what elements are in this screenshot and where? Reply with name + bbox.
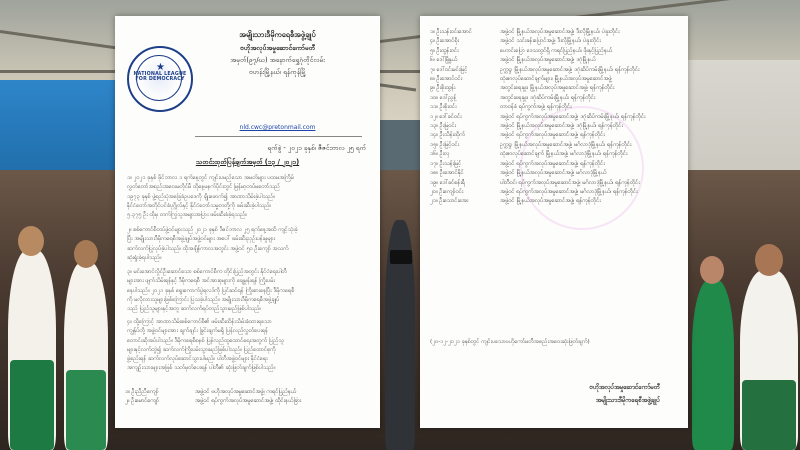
paragraph-1: ၁။ ၂၀၂၁ ခုနှစ် ဖိုင်ဘာလ ၁ ရက်နေ့တွင် ကျင်းပမည်သော အမတ်များ ပထမအကြိမ် လွှတ်တော်အစည်းအဝေးမတိုင်မီ ထိုနေ့မနက်ပိုင်းတွင် မြန်မာ့တပ်မတော်သည် ၁၉၇၃ ခုနှစ် ဖွဲ့စည်းပုံအခြေခံဥပဒေကို ချိုးဖောက်၍ အာဏာသိမ်းခဲ့ပါသည်။ နိုင်ငံတော်အတိုင်ပင်ခံပုဂ္ဂိုလ်နှင့် နိုင်ငံတော်သမ္မတတို့ကို ဖမ်းဆီးခဲ့ပါသည်။ ၅.၃၇၅ ဦး ထိုမှ တက်ကြွသူအများအပြား ဖမ်းဆီးခံခဲ့ရသည်။ [127,175,294,219]
list-item: ၁၅။ ဦးမြင့်ဝင်း ဥက္ကဋ္ဌ၊ မြို့နယ်အလုပ်အမှုဆောင်အဖွဲ့၊ မင်္ဂလာဒုံမြို့နယ်၊ ရန်ကုန်တိုင်း [430,141,632,148]
list-item: ၁။ ဦးညီညီကျော် အဖွဲ့ဝင် ဗဟိုအလုပ်အမှုဆောင်အဖွဲ့၊ ကရင်ပြည်နယ် [125,389,297,395]
list-item: ၁၁။ ဦးစိုးဝင်း တာဝန်ခံ ရပ်ကွက်အဖွဲ့၊ ရန်ကုန်တိုင်း [430,104,572,111]
address-line: အမှတ်(၉၇/ဃ) အနောက်ရွှေဂုံတိုင်လမ်း [230,56,325,64]
video-camera [390,250,412,264]
committee-name: ဗဟိုအလုပ်အမှုဆောင်ကော်မတီ [239,44,316,52]
person-longyi [742,380,796,450]
list-item: ၂။ ဦးမောင်ကျော် အဖွဲ့ဝင် ရပ်ကွက်အလုပ်အမှုဆောင်အဖွဲ့၊ ထိုင်းနယ်ခြား [125,398,302,405]
list-item: ၁၂။ ဒေါ်ခင်ဝင်း အဖွဲ့ဝင် ရပ်ကွက်အလုပ်အမှုဆောင်အဖွဲ့၊ ဒဂုံဆိပ်ကမ်းမြို့နယ်၊ ရန်ကုန်တိုင်း [430,113,646,120]
person-head [700,256,724,284]
footer-note: (၂၀-၁၂-၂၀၂၁ ခုနှစ်တွင် ကျင်းပသောဗဟိုကော်မတီအစည်းအဝေးဆုံးဖြတ်ချက်) [430,339,590,345]
list-item: ၁၉။ ဒေါ်ခင်စန်းရီ ပါတီဝင်၊ ရပ်ကွက်အလုပ်အမှုဆောင်အဖွဲ့၊ မင်္ဂလာဒုံမြို့နယ်၊ ရန်ကုန်တိုင်း [430,179,640,186]
signature-org: အမျိုးသားဒီမိုကရေစီအဖွဲ့ချုပ် [595,397,660,404]
city-line: ဗဟန်းမြို့နယ်၊ ရန်ကုန်မြို့ [248,68,307,76]
list-item: ၁၇။ ဦးသန်းမြင့် အဖွဲ့ဝင် ရပ်ကွက်အလုပ်အမှုဆောင်အဖွဲ့၊ ရန်ကုန်တိုင်း [430,160,605,167]
list-item: ၂၀။ ဦးကျော်ဝင်း အဖွဲ့ဝင် ရပ်ကွက်အလုပ်အမှုဆောင်အဖွဲ့၊ မင်္ဂလာဒုံမြို့နယ်၊ ရန်ကုန်တိုင်း [430,188,638,195]
list-item: ၇။ ဒေါ်ဝင်းမင်းမြင့် ဥက္ကဋ္ဌ၊ မြို့နယ်အလုပ်အမှုဆောင်အဖွဲ့၊ ဒဂုံဆိပ်ကမ်းမြို့နယ်၊ ရန်ကုန်တိုင်း [430,66,640,73]
paragraph-2: ၂။ စစ်ကောင်စီတပ်ဖွဲ့ဝင်များသည် ၂၀၂၁ ခုနှစ် ဒီဇင်ဘာလ ၂၅ ရက်နေ့အထိ ကျင့်သုံးခဲ့ ပြီး အမျိုးသားဒီမိုကရေစီအဖွဲ့ချုပ်အဖွဲ့ဝင်များ အပေါ် ဖမ်းဆီးညှဉ်းပန်းမှုများ ဆက်လက်ပြုလုပ်ခဲ့ပါသည်။ ထိုအချိန်ကာလအတွင်း အဖွဲ့ဝင် ၅၀ ဦးကျော် အသက် ဆုံးရှုံးခဲ့ရပါသည်။ [127,227,298,261]
statement-page-1 [115,16,380,428]
date-line: ရက်စွဲ - ၂၀၂၁ ခုနှစ်၊ ဇီဇင်ဘာလ ၂၅ ရက် [267,144,366,152]
org-name: အမျိုးသားဒီမိုကရေစီအဖွဲ့ချုပ် [239,30,316,39]
person-figure [692,280,734,450]
person-longyi [66,370,106,450]
list-item: ၁၆။ ဦးလှ ထုံးဇာလုပ်ဆောင်ချက် မြို့နယ်အဖွဲ့၊ မင်္ဂလာဒုံမြို့နယ်၊ ရန်ကုန်တိုင်း [430,151,628,158]
list-item: ၅။ ဦးထွန်းဝင်း ဟောင်းပြော ဒေသတွင်ရှိ ကရင်ပြည်နယ်၊ ဖိုးနှင့်ပြည်နယ် [430,47,613,54]
list-item: ၁။ ဦးသန်းဝင်းအောင် အဖွဲ့ဝင် မြို့နယ်အလုပ်အမှုဆောင်အဖွဲ့၊ ဒီးလိုမြို့နယ်၊ ပဲခူးတိုင်း [430,29,620,35]
list-item: ၄။ ဦးအောင်စိုး အဖွဲ့ဝင် သင်းခန်းပြောင်အဖွဲ့၊ ဒီးလိုမြို့နယ်၊ ပဲခူးတိုင်း [430,38,601,45]
header-divider [195,136,362,137]
person-head [18,226,44,256]
person-head [755,244,783,276]
paragraph-4: ၄။ ထို့ကြောင့် အာဏာသိမ်းစစ်ကောင်စီ၏ ဖမ်းဆီးထိန်းသိမ်းခံထားရသော ကျွန်ုပ်တို့ အဖွဲ့ဝင်များအား ချက်ချင်း ခြွင်းချက်မရှိ ပြန်လည်လွှတ်ပေးရန် တောင်းဆိုအပ်ပါသည်။ ဒီမိုကရေစီစနစ် ပြန်လည်ထူထောင်ရေးအတွက် ပြည်သူ များနှင့်လက်တွဲ၍ ဆက်လက်ကြိုးပမ်းသွားမည်ဖြစ်ပါသည်။ ပြည်ထောင်စုကို ဖွဲ့စည်းရန် ဆက်လက်လုပ်ဆောင်သွားပါမည်။ ပါတီအဖွဲ့ဝင်များ နိုင်ငံရေး အကျဉ်းသားများအဖြစ် သတ်မှတ်ပေးရန် ပါတီ၏ ဆုံးဖြတ်ချက်ဖြစ်ပါသည်။ [127,319,284,372]
list-item: ၆။ ဒေါ်မြိုနွယ် အဖွဲ့ဝင် မြို့နယ်အလုပ်အမှုဆောင်အဖွဲ့၊ ဒဂုံမြို့နယ် [430,57,596,64]
statement-page-2 [420,16,688,428]
list-item: ၁၈။ ဦးအောင်နိုင် အဖွဲ့ဝင် မြို့နယ်အလုပ်အမှုဆောင်အဖွဲ့၊ မင်္ဂလာဒုံမြို့နယ် [430,170,607,177]
logo-caption: NATIONAL LEAGUE FOR DEMOCRACY [133,72,187,82]
detainee-list-start [125,388,370,407]
list-item: ၂၁။ ဦးသောင်းအေး အဖွဲ့ဝင် မြို့နယ်အလုပ်အမှုဆောင်အဖွဲ့၊ ရန်ကုန်တိုင်း [430,198,601,205]
list-item: ၈။ ဦးအောင်ဝင်း ထုံးဇာလုပ်ဆောင်ချက်များ၊ မြို့နယ်အလုပ်အမှုဆောင်အဖွဲ့ [430,76,612,83]
person-head [74,240,98,268]
list-item: ၉။ ဦးစိုးထွန်း အတွင်းရေးမှူး၊ မြို့နယ်အလုပ်အမှုဆောင်အဖွဲ့၊ ရန်ကုန်တိုင်း [430,85,615,92]
paragraph-3: ၃။ မင်းအောင်လှိုင်ဦးဆောင်သော စစ်ကောင်စီက တိုင်းပြည်အတွင်း နိုင်ငံရေးပါတီ များအား ဖျက်သိမ်းရန်နှင့် ဒီမိုကရေစီ အင်အားစုများကို ချေမှုန်းရန် ကြိုးပမ်း နေပါသည်။ ၂၀၂၁ ခုနှစ် ရွေးကောက်ပွဲရလဒ်ကို ပြင်ဆင်ရန် ကြိုးစားနေပြီး ဒီမိုကရေစီ ကို မလိုလားသူများဖြစ်ကြောင်း ပြသခဲ့ပါသည်။ အမျိုးသားဒီမိုကရေစီအဖွဲ့ချုပ် သည် ပြည်သူများနှင့်အတူ ဆက်လက်ရပ်တည်သွားမည်ဖြစ်ပါသည်။ [127,269,295,313]
nld-logo [127,46,193,112]
detainee-list [430,28,678,207]
signature-committee: ဗဟိုအလုပ်အမှုဆောင်ကော်မတီ [589,384,660,391]
statement-title: သတင်းထုတ်ပြန်ချက်အမှတ် (၁၃ / ၂၀၂၁) [195,158,300,166]
email-link[interactable]: nld.cwc@pretonmail.com [239,124,316,131]
star-icon: ★ [156,62,165,73]
list-item: ၁၀။ ဒေါ်ညွန့် အတွင်းရေးမှူး၊ ဒဂုံဆိပ်ကမ်းမြို့နယ်၊ ရန်ကုန်တိုင်း [430,94,596,101]
list-item: ၁၃။ ဦးမြဝင်း အဖွဲ့ဝင် မြို့နယ်အလုပ်အမှုဆောင်အဖွဲ့၊ ဒဂုံမြို့နယ်၊ ရန်ကုန်တိုင်း [430,123,623,130]
person-longyi [10,360,54,450]
list-item: ၁၄။ ဦးသိန်းထိုက် အဖွဲ့ဝင် ရပ်ကွက်အလုပ်အမှုဆောင်အဖွဲ့၊ ရန်ကုန်တိုင်း [430,132,605,139]
